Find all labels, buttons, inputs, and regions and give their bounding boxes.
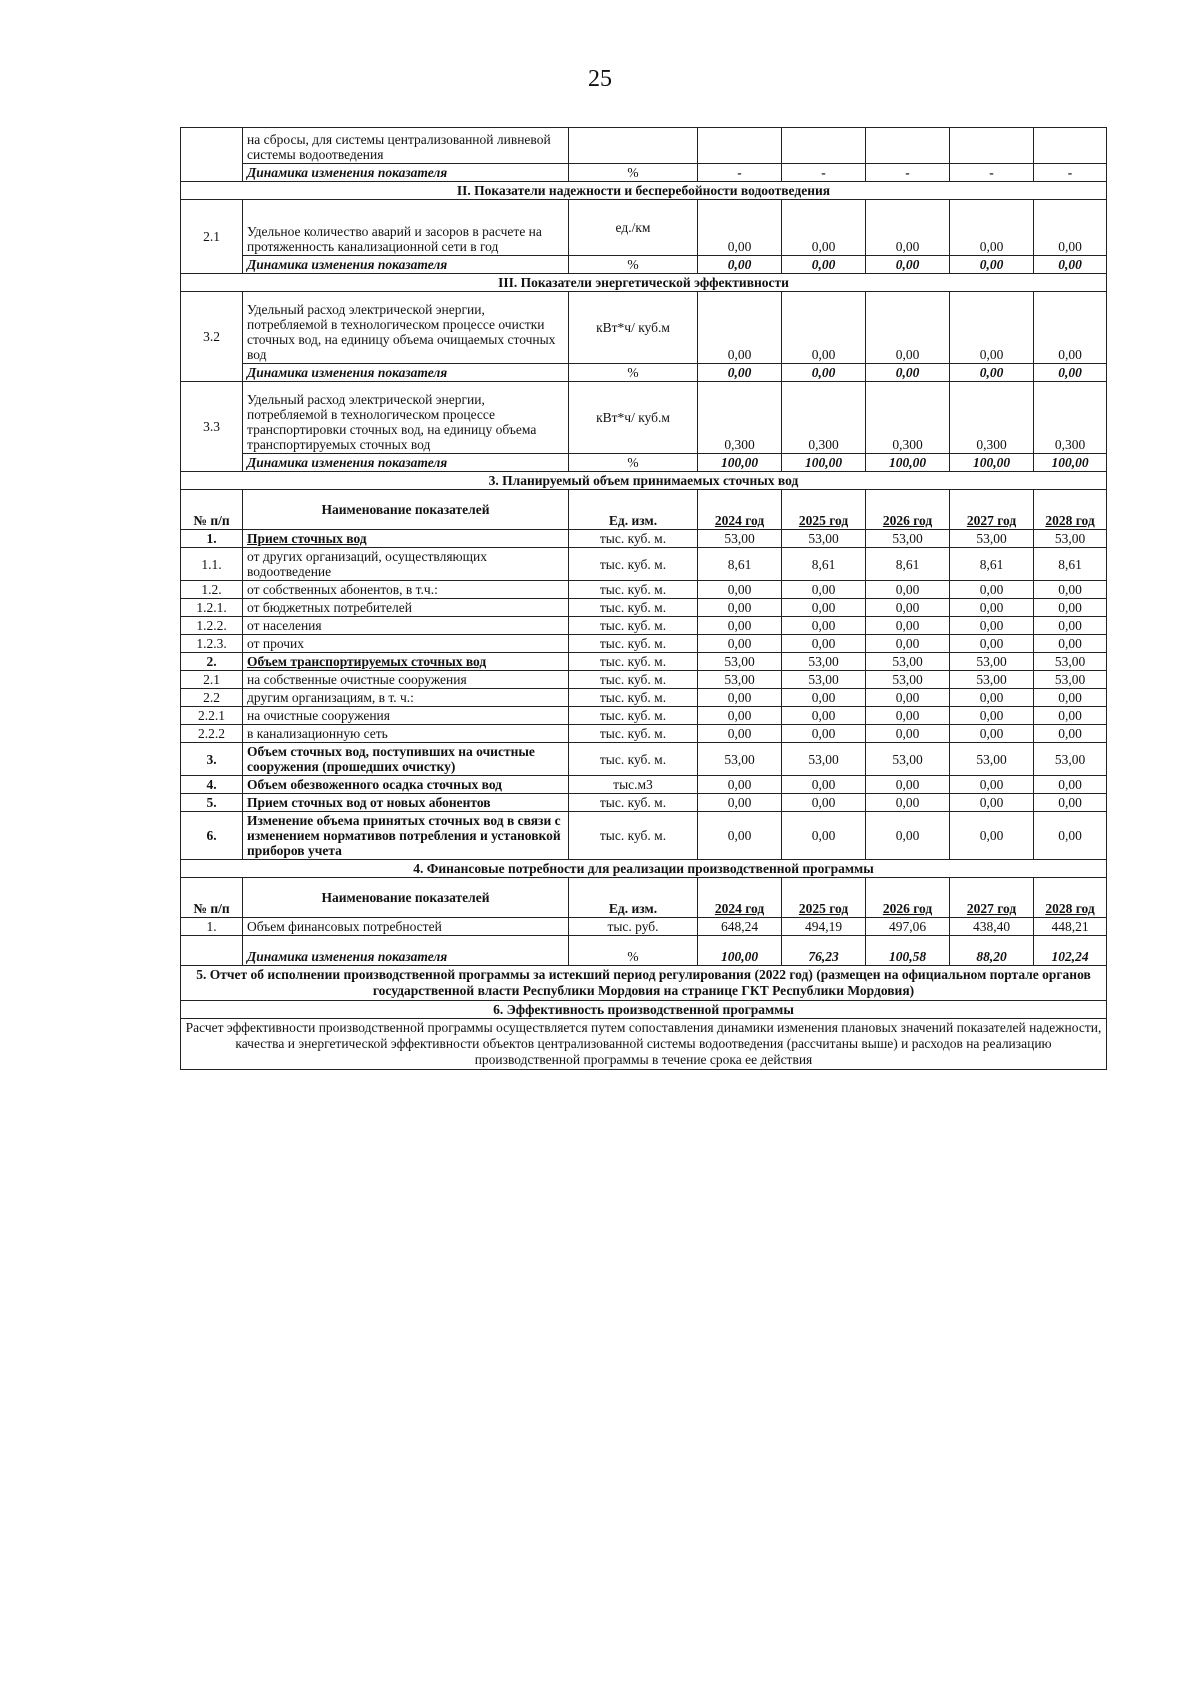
section-row — [181, 1001, 1107, 1019]
unit-cell: тыс. куб. м. — [569, 671, 698, 689]
value-cell: - — [782, 164, 866, 182]
indicator-name: Объем сточных вод, поступивших на очистные сооружения (прошедших очистку) — [243, 743, 569, 776]
value-cell: 0,00 — [1034, 689, 1107, 707]
dynamics-label: Динамика изменения показателя — [243, 364, 569, 382]
number-cell: 1.2.1. — [181, 599, 243, 617]
indicator-name: на очистные сооружения — [243, 707, 569, 725]
section-title: 4. Финансовые потребности для реализации производственной программы — [181, 860, 1107, 878]
section-row — [181, 274, 1107, 292]
header-name: Наименование показателей — [243, 878, 569, 918]
value-cell: 0,00 — [698, 776, 782, 794]
value-cell: 100,00 — [782, 454, 866, 472]
number-cell: 2.2 — [181, 689, 243, 707]
table-row — [181, 776, 1107, 794]
value-cell: 0,00 — [950, 599, 1034, 617]
number-cell: 3. — [181, 743, 243, 776]
value-cell: 0,00 — [698, 689, 782, 707]
table-row — [181, 707, 1107, 725]
indicator-name: Объем финансовых потребностей — [243, 918, 569, 936]
indicator-name: Изменение объема принятых сточных вод в связи с изменением нормативов потребления и установкой приборов учета — [243, 812, 569, 860]
value-cell: 100,00 — [1034, 454, 1107, 472]
value-cell: 0,00 — [950, 707, 1034, 725]
value-cell: 0,00 — [950, 725, 1034, 743]
value-cell: 53,00 — [782, 743, 866, 776]
value-cell: 0,00 — [950, 617, 1034, 635]
empty-cell — [698, 128, 782, 164]
value-cell: 0,00 — [698, 794, 782, 812]
table-row — [181, 599, 1107, 617]
value-cell: 494,19 — [782, 918, 866, 936]
unit-cell: тыс. куб. м. — [569, 548, 698, 581]
value-cell: 0,00 — [950, 635, 1034, 653]
value-cell: 0,00 — [950, 581, 1034, 599]
number-cell — [181, 128, 243, 182]
empty-cell — [950, 128, 1034, 164]
value-cell: 0,00 — [1034, 200, 1107, 256]
value-cell: 438,40 — [950, 918, 1034, 936]
value-cell: 0,00 — [950, 292, 1034, 364]
value-cell: 53,00 — [782, 671, 866, 689]
value-cell: 0,00 — [1034, 707, 1107, 725]
dynamics-label: Динамика изменения показателя — [243, 164, 569, 182]
number-cell: 6. — [181, 812, 243, 860]
value-cell: 0,00 — [782, 617, 866, 635]
table-row — [181, 635, 1107, 653]
unit-cell: % — [569, 936, 698, 966]
value-cell: 0,00 — [866, 635, 950, 653]
section-row — [181, 182, 1107, 200]
header-row — [181, 490, 1107, 530]
value-cell: 53,00 — [1034, 671, 1107, 689]
value-cell: 53,00 — [698, 743, 782, 776]
value-cell: 0,00 — [698, 581, 782, 599]
value-cell: 0,00 — [866, 812, 950, 860]
value-cell: 8,61 — [950, 548, 1034, 581]
section-row — [181, 472, 1107, 490]
table-row — [181, 689, 1107, 707]
value-cell: 0,00 — [782, 581, 866, 599]
value-cell: 0,300 — [1034, 382, 1107, 454]
value-cell: 53,00 — [1034, 653, 1107, 671]
number-cell: 1. — [181, 530, 243, 548]
indicator-name: Прием сточных вод — [243, 530, 569, 548]
unit-cell: тыс. куб. м. — [569, 599, 698, 617]
value-cell: 53,00 — [950, 653, 1034, 671]
value-cell: 100,00 — [698, 936, 782, 966]
unit-cell: % — [569, 454, 698, 472]
value-cell: 53,00 — [866, 671, 950, 689]
table-row — [181, 743, 1107, 776]
value-cell: 53,00 — [1034, 530, 1107, 548]
unit-cell: тыс. куб. м. — [569, 812, 698, 860]
indicator-name: Объем транспортируемых сточных вод — [243, 653, 569, 671]
header-name: Наименование показателей — [243, 490, 569, 530]
unit-cell: тыс. куб. м. — [569, 635, 698, 653]
dynamics-row — [181, 364, 1107, 382]
value-cell: 0,00 — [866, 689, 950, 707]
year-header: 2025 год — [782, 490, 866, 530]
number-cell — [181, 936, 243, 966]
header-row — [181, 878, 1107, 918]
value-cell: 0,00 — [1034, 364, 1107, 382]
value-cell: 0,00 — [1034, 256, 1107, 274]
number-cell: 3.2 — [181, 292, 243, 382]
value-cell: 0,00 — [782, 200, 866, 256]
year-header: 2025 год — [782, 878, 866, 918]
value-cell: 0,00 — [866, 256, 950, 274]
dynamics-label: Динамика изменения показателя — [243, 936, 569, 966]
number-cell: 1.2.2. — [181, 617, 243, 635]
number-cell: 2.2.2 — [181, 725, 243, 743]
value-cell: 0,00 — [866, 364, 950, 382]
header-unit: Ед. изм. — [569, 878, 698, 918]
unit-cell: % — [569, 256, 698, 274]
number-cell: 2. — [181, 653, 243, 671]
value-cell: 0,300 — [950, 382, 1034, 454]
value-cell: 0,00 — [950, 776, 1034, 794]
value-cell: 0,00 — [950, 689, 1034, 707]
value-cell: 648,24 — [698, 918, 782, 936]
table-row — [181, 128, 1107, 164]
value-cell: 53,00 — [1034, 743, 1107, 776]
indicator-name: в канализационную сеть — [243, 725, 569, 743]
indicator-name: от других организаций, осуществляющих водоотведение — [243, 548, 569, 581]
value-cell: 53,00 — [866, 653, 950, 671]
value-cell: 0,00 — [782, 707, 866, 725]
value-cell: - — [950, 164, 1034, 182]
value-cell: 53,00 — [950, 671, 1034, 689]
section-row — [181, 1019, 1107, 1070]
number-cell: 1.2.3. — [181, 635, 243, 653]
value-cell: - — [1034, 164, 1107, 182]
table-row — [181, 581, 1107, 599]
number-cell: 1.2. — [181, 581, 243, 599]
section-title: 3. Планируемый объем принимаемых сточных вод — [181, 472, 1107, 490]
indicator-name: от собственных абонентов, в т.ч.: — [243, 581, 569, 599]
indicator-name: Удельное количество аварий и засоров в расчете на протяженность канализационной сети в год — [243, 200, 569, 256]
value-cell: 0,00 — [782, 812, 866, 860]
year-header: 2024 год — [698, 878, 782, 918]
value-cell: 0,00 — [866, 599, 950, 617]
number-cell: 2.1 — [181, 671, 243, 689]
report-note: 5. Отчет об исполнении производственной программы за истекший период регулирования (2022 год) (размещен на официальном портале органов государственной власти Республики Мордовия на странице ГКТ Республики Мордовия) — [181, 966, 1107, 1001]
value-cell: 0,00 — [782, 292, 866, 364]
value-cell: 0,00 — [1034, 776, 1107, 794]
indicator-name: Объем обезвоженного осадка сточных вод — [243, 776, 569, 794]
value-cell: 0,00 — [698, 200, 782, 256]
value-cell: - — [866, 164, 950, 182]
indicator-name: Удельный расход электрической энергии, потребляемой в технологическом процессе очистки сточных вод, на единицу объема очищаемых сточных вод — [243, 292, 569, 364]
table-row — [181, 548, 1107, 581]
page-number: 25 — [588, 66, 612, 92]
unit-cell: тыс. куб. м. — [569, 725, 698, 743]
value-cell: 0,00 — [698, 635, 782, 653]
value-cell: 0,00 — [950, 812, 1034, 860]
table-row — [181, 200, 1107, 256]
value-cell: 0,00 — [698, 725, 782, 743]
value-cell: 8,61 — [698, 548, 782, 581]
value-cell: 0,00 — [866, 725, 950, 743]
indicator-name: Удельный расход электрической энергии, потребляемой в технологическом процессе транспортировки сточных вод, на единицу объема транспортируемых сточных вод — [243, 382, 569, 454]
value-cell: 497,06 — [866, 918, 950, 936]
value-cell: 0,00 — [1034, 635, 1107, 653]
value-cell: 0,00 — [950, 200, 1034, 256]
number-cell: 3.3 — [181, 382, 243, 472]
indicator-name: от населения — [243, 617, 569, 635]
header-unit: Ед. изм. — [569, 490, 698, 530]
value-cell: 0,00 — [782, 364, 866, 382]
table-row — [181, 617, 1107, 635]
value-cell: 0,00 — [698, 364, 782, 382]
value-cell: 0,00 — [866, 617, 950, 635]
value-cell: 0,00 — [866, 776, 950, 794]
value-cell: 0,300 — [782, 382, 866, 454]
year-header: 2026 год — [866, 878, 950, 918]
value-cell: 0,00 — [1034, 292, 1107, 364]
unit-cell: тыс. куб. м. — [569, 743, 698, 776]
table-row — [181, 292, 1107, 364]
value-cell: 8,61 — [782, 548, 866, 581]
value-cell: 0,00 — [950, 364, 1034, 382]
section-title: 6. Эффективность производственной программы — [181, 1001, 1107, 1019]
unit-cell: тыс. куб. м. — [569, 530, 698, 548]
unit-cell: тыс. куб. м. — [569, 653, 698, 671]
table-row — [181, 530, 1107, 548]
value-cell: 0,00 — [782, 256, 866, 274]
value-cell: 0,300 — [866, 382, 950, 454]
number-cell: 2.2.1 — [181, 707, 243, 725]
table-row — [181, 918, 1107, 936]
value-cell: 0,00 — [1034, 581, 1107, 599]
empty-cell — [1034, 128, 1107, 164]
unit-cell: тыс. куб. м. — [569, 707, 698, 725]
table-row — [181, 382, 1107, 454]
value-cell: 0,00 — [698, 812, 782, 860]
dynamics-row — [181, 164, 1107, 182]
value-cell: 100,00 — [866, 454, 950, 472]
table-row — [181, 653, 1107, 671]
empty-cell — [866, 128, 950, 164]
value-cell: 0,00 — [1034, 617, 1107, 635]
value-cell: 100,00 — [950, 454, 1034, 472]
value-cell: 0,00 — [698, 617, 782, 635]
year-header: 2027 год — [950, 490, 1034, 530]
year-header: 2028 год — [1034, 490, 1107, 530]
indicator-name: Прием сточных вод от новых абонентов — [243, 794, 569, 812]
table-row — [181, 725, 1107, 743]
value-cell: 53,00 — [698, 653, 782, 671]
unit-cell: кВт*ч/ куб.м — [569, 292, 698, 364]
header-no: № п/п — [181, 878, 243, 918]
value-cell: 53,00 — [950, 530, 1034, 548]
dynamics-row — [181, 454, 1107, 472]
value-cell: 0,00 — [866, 581, 950, 599]
value-cell: 100,00 — [698, 454, 782, 472]
value-cell: 53,00 — [698, 530, 782, 548]
value-cell: 0,00 — [866, 292, 950, 364]
value-cell: 76,23 — [782, 936, 866, 966]
number-cell: 2.1 — [181, 200, 243, 274]
dynamics-row — [181, 256, 1107, 274]
unit-cell: % — [569, 364, 698, 382]
unit-cell: тыс. куб. м. — [569, 689, 698, 707]
dynamics-label: Динамика изменения показателя — [243, 256, 569, 274]
number-cell: 1. — [181, 918, 243, 936]
unit-cell: кВт*ч/ куб.м — [569, 382, 698, 454]
table-row — [181, 794, 1107, 812]
value-cell: 0,00 — [782, 794, 866, 812]
indicator-name: от бюджетных потребителей — [243, 599, 569, 617]
value-cell: 0,00 — [866, 200, 950, 256]
value-cell: 0,00 — [698, 707, 782, 725]
section-row — [181, 966, 1107, 1001]
indicator-name: на собственные очистные сооружения — [243, 671, 569, 689]
unit-cell: тыс. куб. м. — [569, 617, 698, 635]
value-cell: 8,61 — [1034, 548, 1107, 581]
value-cell: 53,00 — [950, 743, 1034, 776]
unit-cell: тыс. куб. м. — [569, 794, 698, 812]
value-cell: 0,00 — [698, 599, 782, 617]
value-cell: 0,00 — [950, 794, 1034, 812]
number-cell: 5. — [181, 794, 243, 812]
unit-cell: тыс. куб. м. — [569, 581, 698, 599]
value-cell: 0,00 — [698, 292, 782, 364]
year-header: 2024 год — [698, 490, 782, 530]
value-cell: 0,00 — [1034, 812, 1107, 860]
value-cell: 100,58 — [866, 936, 950, 966]
number-cell: 4. — [181, 776, 243, 794]
value-cell: 0,300 — [698, 382, 782, 454]
efficiency-text: Расчет эффективности производственной программы осуществляется путем сопоставления динамики изменения плановых значений показателей надежности, качества и энергетической эффективности объектов централизованной системы водоотведения (рассчитаны выше) и расходов на реализацию производственной программы в течение срока ее действия — [181, 1019, 1107, 1070]
value-cell: 0,00 — [1034, 794, 1107, 812]
value-cell: 53,00 — [782, 653, 866, 671]
value-cell: 88,20 — [950, 936, 1034, 966]
value-cell: 0,00 — [950, 256, 1034, 274]
value-cell: 53,00 — [782, 530, 866, 548]
unit-cell: тыс.м3 — [569, 776, 698, 794]
value-cell: 0,00 — [698, 256, 782, 274]
value-cell: 8,61 — [866, 548, 950, 581]
empty-cell — [569, 128, 698, 164]
program-table — [180, 127, 1107, 1070]
value-cell: 53,00 — [866, 530, 950, 548]
dynamics-label: Динамика изменения показателя — [243, 454, 569, 472]
value-cell: 0,00 — [866, 707, 950, 725]
empty-cell — [782, 128, 866, 164]
table-row — [181, 671, 1107, 689]
year-header: 2027 год — [950, 878, 1034, 918]
value-cell: 0,00 — [1034, 725, 1107, 743]
dynamics-row — [181, 936, 1107, 966]
value-cell: 448,21 — [1034, 918, 1107, 936]
value-cell: 0,00 — [1034, 599, 1107, 617]
value-cell: 0,00 — [866, 794, 950, 812]
value-cell: 102,24 — [1034, 936, 1107, 966]
value-cell: 53,00 — [866, 743, 950, 776]
unit-cell: тыс. руб. — [569, 918, 698, 936]
value-cell: 0,00 — [782, 599, 866, 617]
header-no: № п/п — [181, 490, 243, 530]
indicator-name: другим организациям, в т. ч.: — [243, 689, 569, 707]
indicator-name: на сбросы, для системы централизованной ливневой системы водоотведения — [243, 128, 569, 164]
unit-cell: % — [569, 164, 698, 182]
year-header: 2026 год — [866, 490, 950, 530]
indicator-name: от прочих — [243, 635, 569, 653]
number-cell: 1.1. — [181, 548, 243, 581]
value-cell: - — [698, 164, 782, 182]
section-title: II. Показатели надежности и бесперебойности водоотведения — [181, 182, 1107, 200]
value-cell: 0,00 — [782, 635, 866, 653]
table-row — [181, 812, 1107, 860]
section-row — [181, 860, 1107, 878]
year-header: 2028 год — [1034, 878, 1107, 918]
value-cell: 0,00 — [782, 725, 866, 743]
value-cell: 0,00 — [782, 689, 866, 707]
value-cell: 53,00 — [698, 671, 782, 689]
unit-cell: ед./км — [569, 200, 698, 256]
section-title: III. Показатели энергетической эффективности — [181, 274, 1107, 292]
value-cell: 0,00 — [782, 776, 866, 794]
